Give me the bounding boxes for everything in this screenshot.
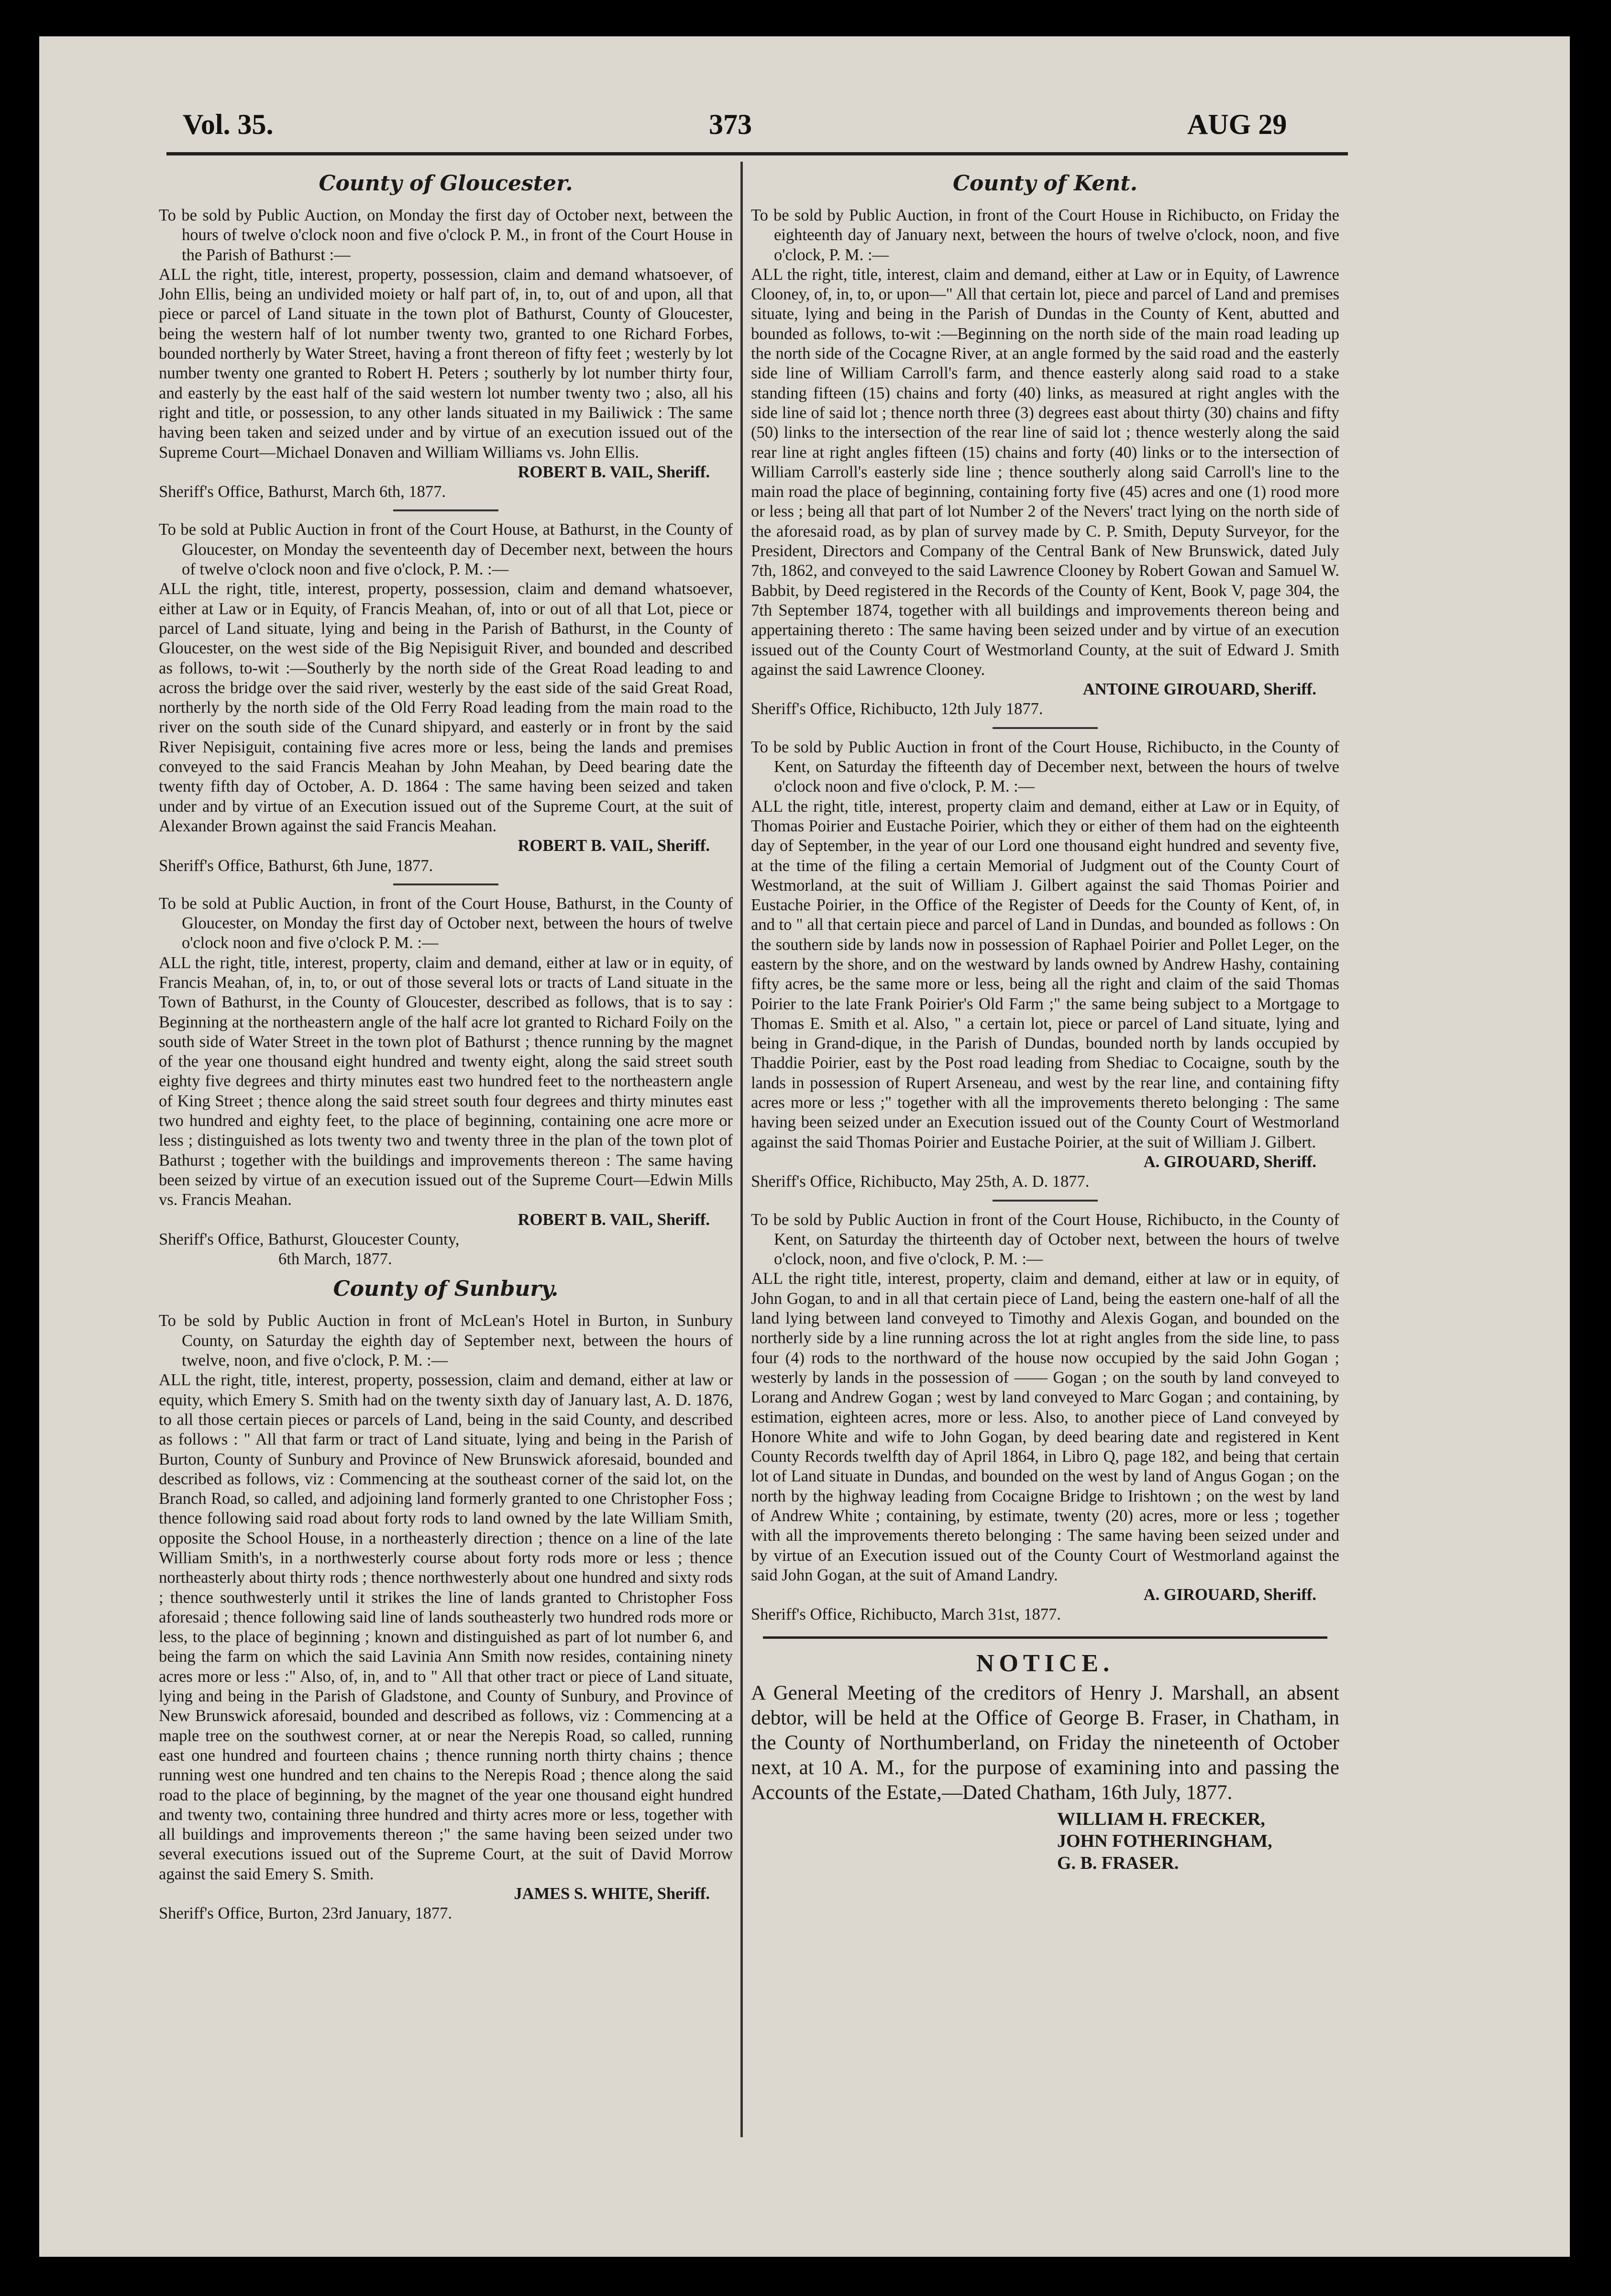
sheriff-signature: A. GIROUARD, Sheriff. bbox=[1143, 1152, 1316, 1171]
notice-body: ALL the right, title, interest, claim and demand, either at Law or in Equity, of Lawrence Clooney, of, in, to, or upon—" All that certain lot, piece and parcel of Land and premises situate, lying and being in the Parish of Dundas in the County of Kent, abutted and bounded as follows, to-wit :—Beginning on the north side of the main road leading up the north side of the Cocagne River, at an angle formed by the said road and the easterly side line of William Carroll's farm, and thence easterly along said road to a stake standing fifteen (15) chains and forty (40) links, as measured at right angles with the side line of said lot ; thence north three (3) degrees east about thirty (30) chains and fifty (50) links to the intersection of the rear line of said lot ; thence westerly along the said rear line at right angles fifteen (15) chains and forty (40) links or to the intersection of William Carroll's easterly side line ; thence southerly along said Carroll's line to the main road the place of beginning, containing forty five (45) acres and one (1) rood more or less ; being all that part of lot Number 2 of the Nevers' tract lying on the north side of the aforesaid road, as by plan of survey made by C. P. Smith, Deputy Surveyor, for the President, Directors and Company of the Central Bank of New Brunswick, dated July 7th, 1862, and conveyed to the said Lawrence Clooney by Robert Gowan and Samuel W. Babbit, by Deed registered in the Records of the County of Kent, Book V, page 304, the 7th September 1874, together with all buildings and improvements thereon being and appertaining thereto : The same having been seized under and by virtue of an execution issued out of the County Court of Westmorland County, at the suit of Edward J. Smith against the said Lawrence Clooney. bbox=[751, 265, 1339, 679]
sale-notice bbox=[159, 1311, 733, 1923]
notice-body: ALL the right, title, interest, property, possession, claim and demand whatsoever, either at Law or in Equity, of Francis Meahan, of, into or out of all that Lot, piece or parcel of Land situate, lying and being in the Parish of Bathurst, in the County of Gloucester, on the west side of the Big Nepisiguit River, and bounded and described as follows, to-wit :—Southerly by the north side of the Great Road leading to and across the bridge over the said river, westerly by the east side of the said Great Road, northerly by the north side of the Old Ferry Road leading from the main road to the river on the south side of the Cunard shipyard, and easterly or in front by the said River Nepisiguit, containing five acres more or less, being the lands and premises conveyed to the said Francis Meahan by John Meahan, by Deed bearing date the twenty fifth day of October, A. D. 1864 : The same having been seized and taken under and by virtue of an Execution issued out of the Supreme Court, at the suit of Alexander Brown against the said Francis Meahan. bbox=[159, 580, 733, 835]
notice-intro: To be sold by Public Auction, on Monday the first day of October next, between the hours of twelve o'clock noon and five o'clock P. M., in front of the Court House in the Parish of Bathurst :— bbox=[159, 206, 733, 264]
sheriff-office-date: Sheriff's Office, Bathurst, Gloucester County, bbox=[159, 1230, 460, 1248]
creditors-notice bbox=[751, 1649, 1339, 1874]
notice-intro: To be sold by Public Auction in front of the Court House, Richibucto, in the County of Kent, on Saturday the thirteenth day of October next, between the hours of twelve o'clock, noon, and five o'clock, P. M. :— bbox=[751, 1210, 1339, 1269]
notice-intro: To be sold by Public Auction in front of McLean's Hotel in Burton, in Sunbury County, on Saturday the eighth day of September next, between the hours of twelve, noon, and five o'clock, P. M. :— bbox=[159, 1312, 733, 1370]
signer-name: JOHN FOTHERINGHAM, bbox=[1057, 1831, 1272, 1851]
notice-body: ALL the right, title, interest, property, claim and demand, either at law or in equity, of Francis Meahan, of, in, to, or out of those several lots or tracts of Land situate in the Town of Bathurst, in the County of Gloucester, described as follows, that is to say : Beginning at the northeastern angle of the half acre lot granted to Richard Foily on the south side of Water Street in the town plot of Bathurst ; thence running by the magnet of the year one thousand eight hundred and twenty eight, along the said street south eighty five degrees and thirty minutes east two hundred feet to the northeastern angle of King Street ; thence along the said street south four degrees and thirty minutes east two hundred and eighty feet, to the place of beginning, containing one acre more or less ; distinguished as lots twenty two and twenty three in the plan of the town plot of Bathurst ; together with the buildings and improvements thereon : The same having been seized by virtue of an execution issued out of the Supreme Court—Edwin Mills vs. Francis Meahan. bbox=[159, 953, 733, 1209]
page-number: 373 bbox=[709, 109, 752, 140]
notice-separator bbox=[993, 727, 1098, 729]
sale-notice bbox=[159, 894, 733, 1269]
sale-notice bbox=[159, 206, 733, 502]
sheriff-office-date: Sheriff's Office, Burton, 23rd January, 1877. bbox=[159, 1904, 452, 1923]
sheriff-signature: ROBERT B. VAIL, Sheriff. bbox=[518, 837, 710, 855]
notice-body: ALL the right title, interest, property, claim and demand, either at law or in equity, of John Gogan, to and in all that certain piece of Land, being the eastern one-half of all the land lying between land conveyed to Timothy and Alexis Gogan, and bounded on the northerly side by a line running across the lot at right angles from the side line, to pass four (4) rods to the northward of the house now occupied by the said John Gogan ; westerly by lands in the possession of —— Gogan ; on the south by land conveyed to Lorang and Andrew Gogan ; west by land conveyed to Marc Gogan ; and containing, by estimation, eighteen acres, more or less. Also, to another piece of Land conveyed by Honore White and wife to John Gogan, by deed bearing date and registered in Kent County Records twelfth day of April 1864, in Libro Q, page 182, and being that certain lot of Land situate in Dundas, and bounded on the west by land of Angus Gogan ; on the north by the highway leading from Cocaigne Bridge to Irishtown ; on the west by land of Andrew White ; containing, by estimate, twenty (20) acres, more or less ; together with all the improvements thereto belonging : The same having been seized under and by virtue of an Execution issued out of the County Court of Westmorland against the said John Gogan, at the suit of Amand Landry. bbox=[751, 1269, 1339, 1584]
right-column bbox=[751, 170, 1339, 1874]
sheriff-office-date-line2: 6th March, 1877. bbox=[278, 1250, 392, 1269]
sale-notice bbox=[751, 206, 1339, 719]
section-title-gloucester: County of Gloucester. bbox=[319, 171, 573, 196]
notice-signers bbox=[1057, 1808, 1339, 1874]
section-title-sunbury: County of Sunbury. bbox=[333, 1277, 559, 1302]
section-title-kent: County of Kent. bbox=[952, 171, 1138, 196]
sheriff-office-date: Sheriff's Office, Richibucto, May 25th, A. D. 1877. bbox=[751, 1172, 1090, 1191]
sheriff-signature: ROBERT B. VAIL, Sheriff. bbox=[518, 463, 710, 481]
signer-name: WILLIAM H. FRECKER, bbox=[1057, 1809, 1265, 1829]
notice-separator bbox=[393, 883, 498, 885]
issue-date: AUG 29 bbox=[1187, 109, 1287, 140]
volume-number: Vol. 35. bbox=[183, 109, 274, 140]
sheriff-office-date: Sheriff's Office, Bathurst, March 6th, 1877. bbox=[159, 483, 446, 501]
notice-body: ALL the right, title, interest, property claim and demand, either at Law or in Equity, of Thomas Poirier and Eustache Poirier, which they or either of them had on the eighteenth day of September, in the year of our Lord one thousand eight hundred and seventy five, at the time of the filing a certain Memorial of Judgment out of the County Court of Westmorland, at the suit of William J. Gilbert against the said Thomas Poirier and Eustache Poirier, in the Office of the Register of Deeds for the County of Kent, of, in and to " all that certain piece and parcel of Land in Dundas, and bounded as follows : On the southern side by lands now in possession of Raphael Poirier and Pollet Leger, on the eastern by the shore, and on the westward by lands owned by Andrew Hashy, containing fifty acres, be the same more or less, being all the right and claim of the said Thomas Poirier to the late Frank Poirier's Old Farm ;" the same being subject to a Mortgage to Thomas E. Smith et al. Also, " a certain lot, piece or parcel of Land situate, lying and being in Grand-dique, in the Parish of Dundas, bounded north by lands occupied by Thaddie Poirier, east by the Post road leading from Shediac to Cocaigne, south by the lands in possession of Rupert Arseneau, and west by the rear line, and containing fifty acres more or less ;" together with all the improvements thereto belonging : The same having been seized under an Execution issued out of the County Court of Westmorland against the said Thomas Poirier and Eustache Poirier, at the suit of William J. Gilbert. bbox=[751, 797, 1339, 1151]
sheriff-signature: ROBERT B. VAIL, Sheriff. bbox=[518, 1210, 710, 1229]
sale-notice bbox=[751, 738, 1339, 1192]
notice-title: NOTICE. bbox=[976, 1649, 1114, 1677]
signer-name: G. B. FRASER. bbox=[1057, 1853, 1179, 1873]
left-column bbox=[159, 170, 733, 1931]
sheriff-signature: ANTOINE GIROUARD, Sheriff. bbox=[1082, 680, 1316, 699]
notice-text: A General Meeting of the creditors of Henry J. Marshall, an absent debtor, will be held at the Office of George B. Fraser, in Chatham, in the County of Northumberland, on Friday the nineteenth of October next, at 10 A. M., for the purpose of examining into and passing the Accounts of the Estate,—Dated Chatham, 16th July, 1877. bbox=[751, 1681, 1339, 1804]
column-divider bbox=[740, 162, 743, 2137]
sale-notice bbox=[751, 1210, 1339, 1625]
header-rule bbox=[166, 152, 1348, 155]
notice-intro: To be sold at Public Auction, in front of the Court House, Bathurst, in the County of Gloucester, on Monday the first day of October next, between the hours of twelve o'clock noon and five o'clock P. M. :— bbox=[159, 894, 733, 952]
notice-separator bbox=[993, 1200, 1098, 1202]
newspaper-page bbox=[39, 36, 1570, 2257]
notice-section-rule bbox=[763, 1636, 1327, 1639]
sheriff-signature: JAMES S. WHITE, Sheriff. bbox=[514, 1885, 710, 1903]
sheriff-signature: A. GIROUARD, Sheriff. bbox=[1143, 1586, 1316, 1604]
notice-body: ALL the right, title, interest, property, possession, claim and demand whatsoever, of John Ellis, being an undivided moiety or half part of, in, to, out of and upon, all that piece or parcel of Land situate in the town plot of Bathurst, County of Gloucester, being the western half of lot number twenty two, granted to one Richard Forbes, bounded northerly by Water Street, having a front thereon of fifty feet ; westerly by lot number twenty one granted to Robert H. Peters ; southerly by lot number thirty four, and easterly by the east half of the said western lot number twenty two ; also, all his right and title, or possession, to any other lands situated in my Bailiwick : The same having been taken and seized under and by virtue of an execution issued out of the Supreme Court—Michael Donaven and William Williams vs. John Ellis. bbox=[159, 265, 733, 462]
notice-separator bbox=[393, 509, 498, 511]
sheriff-office-date: Sheriff's Office, Bathurst, 6th June, 1877. bbox=[159, 856, 433, 875]
sheriff-office-date: Sheriff's Office, Richibucto, March 31st, 1877. bbox=[751, 1605, 1061, 1624]
notice-intro: To be sold by Public Auction in front of the Court House, Richibucto, in the County of Kent, on Saturday the fifteenth day of December next, between the hours of twelve o'clock noon and five o'clock, P. M. :— bbox=[751, 738, 1339, 796]
sale-notice bbox=[159, 520, 733, 875]
notice-intro: To be sold by Public Auction, in front of the Court House in Richibucto, on Friday the eighteenth day of January next, between the hours of twelve o'clock, noon, and five o'clock, P. M. :— bbox=[751, 206, 1339, 264]
notice-body: ALL the right, title, interest, property, possession, claim and demand, either at law or equity, which Emery S. Smith had on the twenty sixth day of January last, A. D. 1876, to all those certain pieces or parcels of Land, being in the said County, and described as follows : " All that farm or tract of Land situate, lying and being in the Parish of Burton, County of Sunbury and Province of New Brunswick aforesaid, bounded and described as follows, viz : Commencing at the southeast corner of the said lot, on the Branch Road, so called, and adjoining land formerly granted to one Christopher Foss ; thence following said road about forty rods to land owned by the late William Smith, opposite the School House, in a northeasterly direction ; thence on a line of the late William Smith's, in a northwesterly course about forty rods more or less ; thence northeasterly about thirty rods ; thence northwesterly about one hundred and sixty rods ; thence southwesterly until it strikes the line of lands granted to Christopher Foss aforesaid ; thence following said line of lands southeasterly two hundred rods more or less, to the place of beginning ; known and distinguished as part of lot number 6, and being the farm on which the said Lavinia Ann Smith now resides, containing ninety acres more or less :" Also, of, in, and to " All that other tract or piece of Land situate, lying and being in the Parish of Gladstone, and County of Sunbury, and Province of New Brunswick aforesaid, bounded and described as follows, viz : Commencing at a maple tree on the southwest corner, at or near the Nerepis Road, so called, running east one hundred and fourteen chains ; thence running north thirty chains ; thence running west one hundred and ten chains to the Nerepis Road ; thence along the said road to the place of beginning, by the magnet of the year one thousand eight hundred and twenty two, containing three hundred and thirty acres more or less, together with all buildings and improvements thereon ;" the same having been seized under two several executions issued out of the Supreme Court, at the suit of David Morrow against the said Emery S. Smith. bbox=[159, 1371, 733, 1883]
sheriff-office-date: Sheriff's Office, Richibucto, 12th July 1877. bbox=[751, 700, 1043, 718]
notice-intro: To be sold at Public Auction in front of the Court House, at Bathurst, in the County of Gloucester, on Monday the seventeenth day of December next, between the hours of twelve o'clock noon and five o'clock, P. M. :— bbox=[159, 520, 733, 579]
